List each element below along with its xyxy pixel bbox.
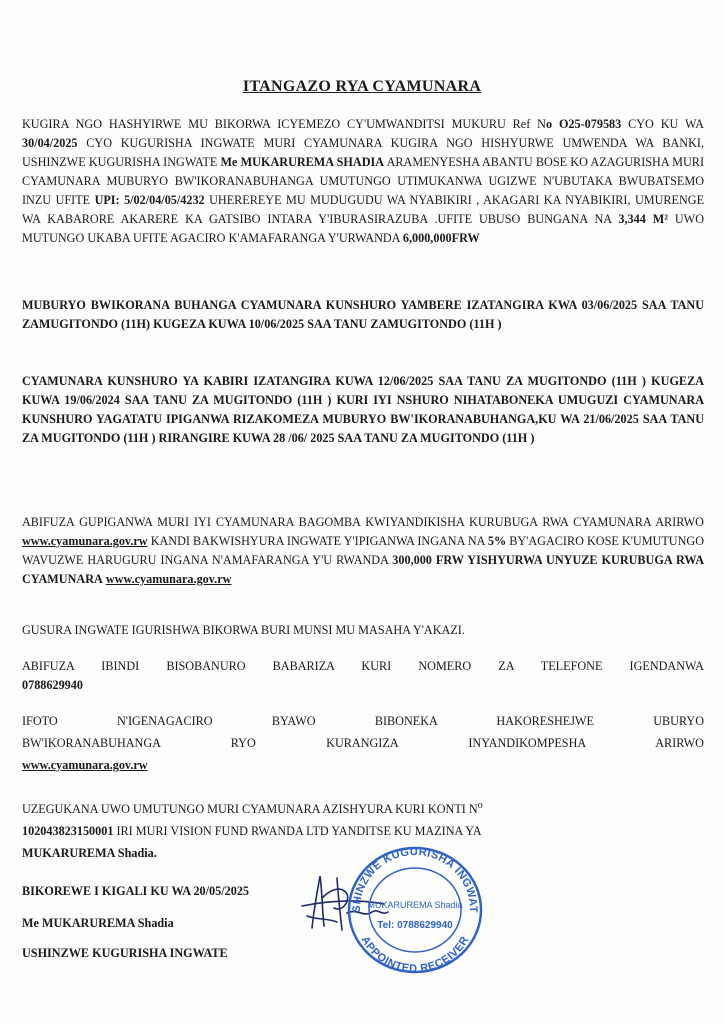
registration-text-1: ABIFUZA GUPIGANWA MURI IYI CYAMUNARA BAGOMBA KWIYANDIKISHA KURUBUGA RWA CYAMUNARA ARIRWO (22, 515, 704, 529)
registration-text-2: KANDI BAKWISHYURA INGWATE Y'IPIGANWA INGANA NA (147, 534, 488, 548)
svg-text:APPOINTED RECEIVER (359, 934, 472, 975)
account-owner: MUKARUREMA Shadia. (22, 846, 157, 861)
photo-line-1: IFOTO N'IGENAGACIRO BYAWO BIBONEKA HAKORESHEJWE UBURYO (22, 714, 704, 728)
cyamunara-link[interactable]: www.cyamunara.gov.rw (22, 534, 148, 548)
intro-paragraph (22, 115, 704, 248)
intro-text-4: ARAMENYESHA ABANTU BOSE KO AZAGURISHA MURI CYAMUNARA MUBURYO BW'IKORANABUHANGA UMUTUNGO UTIMUKANWA UGIZWE N'UBUTAKA BWUBATSEMO INZU UFITE (22, 155, 704, 207)
land-area: 3,344 M² (618, 212, 668, 226)
stamp-name: MUKARUREMA Shadia (367, 900, 463, 910)
payment-text-2: IRI MURI VISION FUND RWANDA LTD YANDITSE KU MAZINA YA (113, 824, 482, 839)
number-superscript: o (477, 800, 483, 811)
contact-phone: 0788629940 (22, 678, 83, 692)
cyamunara-link-3[interactable]: www.cyamunara.gov.rw (22, 758, 148, 772)
account-number: 102043823150001 (22, 824, 114, 839)
intro-text-2: CYO KU WA (621, 117, 704, 131)
notice-title: ITANGAZO RYA CYAMUNARA (242, 78, 482, 95)
deposit-amount: 300,000 FRW YISHYURWA UNYUZE KURUBUGA RWA CYAMUNARA (22, 553, 705, 586)
intro-text-5: UHEREREYE MU MUDUGUDU WA NYABIKIRI , AKAGARI KA NYABIKIRI, UMURENGE WA KABARORE AKARERE KA GATSIBO INTARA Y'IBURASIRAZUBA .UFITE UBUSO BUNGANA NA (22, 193, 705, 226)
photo-paragraph (22, 710, 704, 776)
photo-line-2: BW'IKORANABUHANGA RYO KURANGIZA INYANDIKOMPESHA ARIRWO (22, 736, 704, 750)
intro-text-3: CYO KUGURISHA INGWATE MURI CYAMUNARA KUGIRA NGO HISHYURWE UMWENDA WA BANKI, USHINZWE KUGURISHA INGWATE (22, 136, 704, 169)
signatory-role: USHINZWE KUGURISHA INGWATE (22, 946, 228, 960)
deposit-percent: 5% (487, 534, 507, 548)
contact-text: ABIFUZA IBINDI BISOBANURO BABARIZA KURI NOMERO ZA TELEFONE IGENDANWA (22, 659, 704, 673)
signature-place-date: BIKOREWE I KIGALI KU WA 20/05/2025 (22, 884, 249, 898)
stamp-tel: Tel: 0788629940 (377, 920, 453, 931)
intro-text-6: UWO MUTUNGO UKABA UFITE AGACIRO K'AMAFARANGA Y'URWANDA (22, 212, 704, 245)
signatory-name: Me MUKARUREMA Shadia (22, 916, 174, 930)
payment-text-1: UZEGUKANA UWO UMUTUNGO MURI CYAMUNARA AZISHYURA KURI KONTI N (22, 802, 478, 817)
registration-paragraph (22, 513, 704, 589)
receiver-name: Me MUKARUREMA SHADIA (220, 155, 385, 169)
visit-paragraph: GUSURA INGWATE IGURISHWA BIKORWA BURI MUNSI MU MASAHA Y'AKAZI. (22, 623, 465, 637)
official-stamp (330, 830, 500, 980)
intro-text-1: KUGIRA NGO HASHYIRWE MU BIKORWA ICYEMEZO CY'UMWANDITSI MUKURU Ref N (22, 117, 546, 131)
second-auction-paragraph: CYAMUNARA KUNSHURO YA KABIRI IZATANGIRA KUWA 12/06/2025 SAA TANU ZA MUGITONDO (11H ) KUGEZA KUWA 19/06/2024 SAA TANU ZA MUGITONDO (11H ) KURI IYI NSHURO NIHATABONEKA UMUGUZI CYAMUNARA KUNSHURO YAGATATU IPIGANWA RIZAKOMEZA MUBURYO BW'IKORANABUHANGA,KU WA 21/06/2025 SAA TANU ZA MUGITONDO (11H ) RIRANGIRE KUWA 28 /06/ 2025 SAA TANU ZA MUGITONDO (11H ) (22, 374, 704, 445)
first-auction-paragraph: MUBURYO BWIKORANA BUHANGA CYAMUNARA KUNSHURO YAMBERE IZATANGIRA KWA 03/06/2025 SAA TANU ZAMUGITONDO (11H) KUGEZA KUWA 10/06/2025 SAA TANU ZAMUGITONDO (11H ) (22, 298, 704, 331)
contact-paragraph (22, 657, 704, 695)
stamp-top-text: SHINZWE KUGURISHA INGWAT (350, 845, 480, 914)
stamp-bottom-text: APPOINTED RECEIVER (358, 934, 472, 976)
upi-number: UPI: 5/02/04/05/4232 (94, 193, 205, 207)
property-value: 6,000,000FRW (402, 231, 480, 245)
reference-number: o O25-079583 (545, 117, 622, 131)
cyamunara-link-2[interactable]: www.cyamunara.gov.rw (105, 572, 232, 586)
registration-text-3: BY'AGACIRO KOSE K'UMUTUNGO WAVUZWE HARUGURU INGANA N'AMAFARANGA Y'U RWANDA (22, 534, 705, 567)
decision-date: 30/04/2025 (22, 136, 78, 150)
